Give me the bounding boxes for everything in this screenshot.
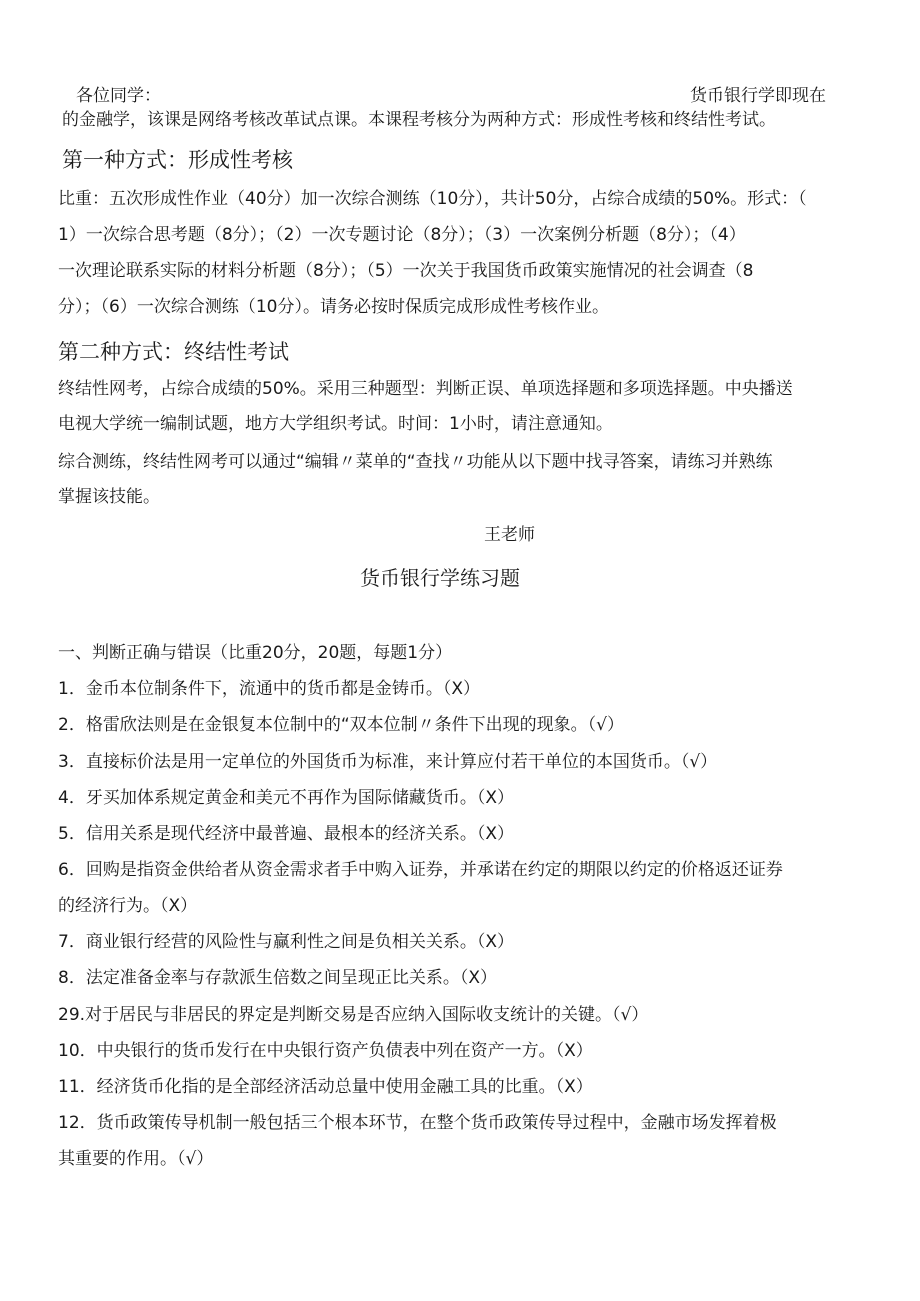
section2-line: 终结性网考，占综合成绩的50%。采用三种题型：判断正误、单项选择题和多项选择题。中央播送 bbox=[58, 379, 793, 399]
question-item: 3．直接标价法是用一定单位的外国货币为标准，来计算应付若干单位的本国货币。（√） bbox=[58, 752, 718, 772]
section1-line: 1）一次综合思考题（8分）；（2）一次专题讨论（8分）；（3）一次案例分析题（8分）；（4） bbox=[58, 225, 746, 245]
section2-line: 掌握该技能。 bbox=[58, 487, 160, 507]
question-item: 12．货币政策传导机制一般包括三个根本环节，在整个货币政策传导过程中，金融市场发挥着极 bbox=[58, 1113, 777, 1133]
document-title: 货币银行学练习题 bbox=[360, 566, 520, 590]
question-item: 2．格雷欣法则是在金银复本位制中的“双本位制〃条件下出现的现象。（√） bbox=[58, 715, 624, 735]
course-name-start: 货币银行学即现在 bbox=[690, 86, 826, 106]
course-intro-line: 的金融学，该课是网络考核改革试点课。本课程考核分为两种方式：形成性考核和终结性考试。 bbox=[62, 110, 776, 130]
question-item: 其重要的作用。（√） bbox=[58, 1149, 214, 1169]
section1-line: 分）；（6）一次综合测练（10分）。请务必按时保质完成形成性考核作业。 bbox=[58, 297, 609, 317]
section2-heading: 第二种方式：终结性考试 bbox=[58, 340, 289, 364]
question-item: 29.对于居民与非居民的界定是判断交易是否应纳入国际收支统计的关键。（√） bbox=[58, 1005, 649, 1025]
question-item: 5．信用关系是现代经济中最普遍、最根本的经济关系。（X） bbox=[58, 824, 514, 844]
question-item: 7．商业银行经营的风险性与赢利性之间是负相关关系。（X） bbox=[58, 932, 514, 952]
question-item: 6．回购是指资金供给者从资金需求者手中购入证券，并承诺在约定的期限以约定的价格返还证券 bbox=[58, 860, 783, 880]
question-item: 4．牙买加体系规定黄金和美元不再作为国际储藏货币。（X） bbox=[58, 788, 514, 808]
section1-heading: 第一种方式：形成性考核 bbox=[62, 148, 293, 172]
question-item: 10．中央银行的货币发行在中央银行资产负债表中列在资产一方。（X） bbox=[58, 1041, 593, 1061]
part1-heading: 一、判断正确与错误（比重20分，20题，每题1分） bbox=[58, 643, 453, 663]
question-item: 1．金币本位制条件下，流通中的货币都是金铸币。（X） bbox=[58, 679, 480, 699]
section2-line: 电视大学统一编制试题，地方大学组织考试。时间：1小时，请注意通知。 bbox=[58, 414, 613, 434]
question-item: 8．法定准备金率与存款派生倍数之间呈现正比关系。（X） bbox=[58, 968, 497, 988]
greeting: 各位同学： bbox=[76, 86, 161, 106]
question-item: 的经济行为。（X） bbox=[58, 896, 198, 916]
section2-line: 综合测练，终结性网考可以通过“编辑〃菜单的“查找〃功能从以下题中找寻答案，请练习并熟练 bbox=[58, 452, 773, 472]
section1-line: 一次理论联系实际的材料分析题（8分）；（5）一次关于我国货币政策实施情况的社会调查（8 bbox=[58, 261, 754, 281]
section1-line: 比重：五次形成性作业（40分）加一次综合测练（10分），共计50分，占综合成绩的50%。形式：（ bbox=[58, 189, 807, 209]
signature: 王老师 bbox=[484, 525, 535, 545]
question-item: 11．经济货币化指的是全部经济活动总量中使用金融工具的比重。（X） bbox=[58, 1077, 593, 1097]
